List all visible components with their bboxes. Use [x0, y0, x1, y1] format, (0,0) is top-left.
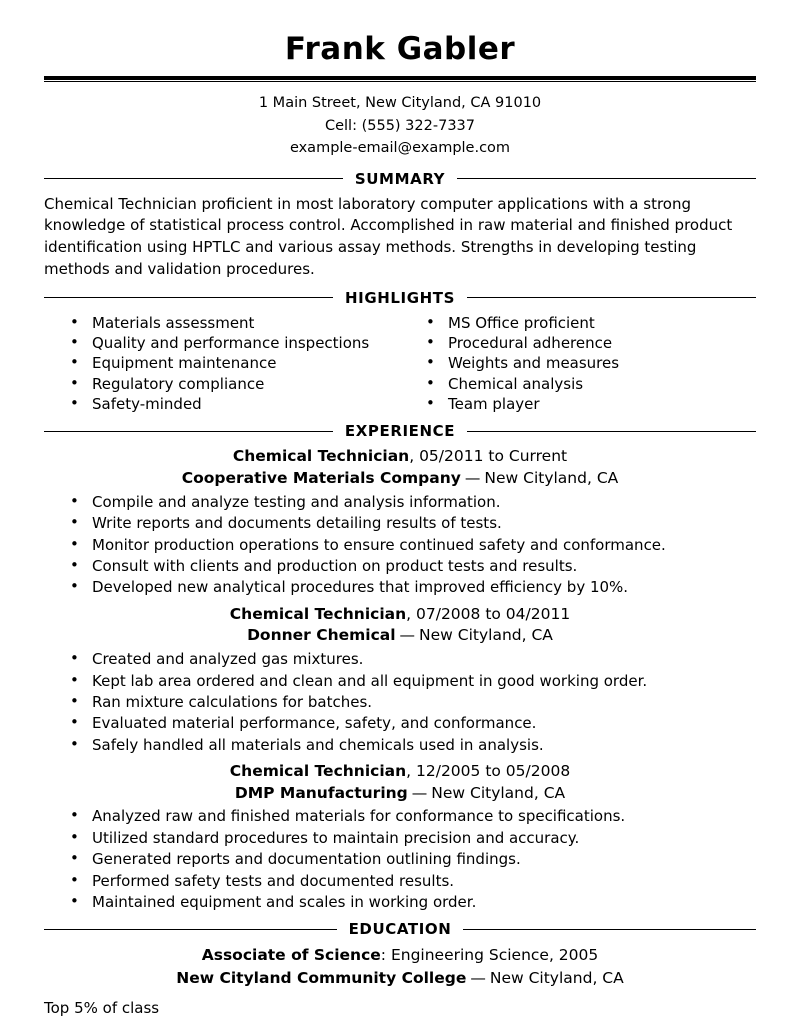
section-header-education [44, 920, 756, 938]
list-item: • Monitor production operations to ensure continued safety and conformance. [70, 535, 756, 555]
job-dates: , 07/2008 to 04/2011 [406, 604, 571, 623]
education-location: New Cityland, CA [489, 968, 624, 987]
job-bullets [44, 806, 756, 912]
job-title-line [44, 446, 756, 468]
list-item: • Generated reports and documentation outlining findings. [70, 849, 756, 869]
job-dates: , 05/2011 to Current [409, 447, 568, 466]
job-company-line [44, 468, 756, 490]
highlights-left-column [44, 313, 400, 415]
list-item: • Ran mixture calculations for batches. [70, 692, 756, 712]
section-title-experience: EXPERIENCE [344, 422, 456, 441]
list-item: • Chemical analysis [426, 374, 756, 394]
job-title: Chemical Technician [229, 762, 407, 781]
list-item: • Performed safety tests and documented results. [70, 871, 756, 891]
contact-address: 1 Main Street, New Cityland, CA 91010 [258, 95, 542, 112]
rule-right [467, 431, 756, 432]
list-item: • Quality and performance inspections [70, 333, 400, 353]
separator-dash: — [470, 968, 486, 987]
job-title-line [44, 604, 756, 626]
job-dates: , 12/2005 to 05/2008 [406, 762, 571, 781]
section-header-experience [44, 422, 756, 440]
list-item: • Consult with clients and production on product tests and results. [70, 556, 756, 576]
job-company: DMP Manufacturing [234, 783, 408, 802]
contact-block [44, 92, 756, 159]
rule-left [44, 178, 343, 179]
header-divider [44, 76, 756, 82]
list-item: • Regulatory compliance [70, 374, 400, 394]
section-title-education: EDUCATION [348, 920, 452, 939]
education-note: Top 5% of class [44, 999, 160, 1018]
list-item: • Materials assessment [70, 313, 400, 333]
job-location: New Cityland, CA [431, 783, 566, 802]
list-item: • MS Office proficient [426, 313, 756, 333]
rule-right [463, 929, 756, 930]
education-degree-detail: : Engineering Science, 2005 [380, 946, 599, 965]
summary-text: Chemical Technician proficient in most laboratory computer applications with a strong knowledge of statistical process control. Accomplished in raw material and finished product identification using HPTLC and various assay methods. Strengths in developing testing methods and validation procedures. [44, 194, 733, 278]
list-item: • Compile and analyze testing and analysis information. [70, 492, 756, 512]
list-item: • Team player [426, 394, 756, 414]
separator-dash: — [399, 626, 416, 645]
section-title-summary: SUMMARY [354, 169, 446, 188]
job-title-line [44, 761, 756, 783]
education-school: New Cityland Community College [176, 968, 467, 987]
job-bullets [44, 492, 756, 598]
job-title: Chemical Technician [229, 604, 407, 623]
list-item: • Kept lab area ordered and clean and all equipment in good working order. [70, 671, 756, 691]
list-item: • Maintained equipment and scales in working order. [70, 892, 756, 912]
job-location: New Cityland, CA [419, 626, 553, 645]
job-location: New Cityland, CA [484, 469, 619, 488]
rule-right [457, 178, 756, 179]
page-title: Frank Gabler [284, 31, 516, 67]
list-item: • Write reports and documents detailing results of tests. [70, 513, 756, 533]
experience-entry [44, 446, 756, 597]
rule-left [44, 297, 333, 298]
contact-phone: Cell: (555) 322-7337 [324, 117, 475, 134]
job-title: Chemical Technician [232, 447, 410, 466]
job-company-line [44, 625, 756, 647]
section-header-highlights [44, 289, 756, 307]
list-item: • Procedural adherence [426, 333, 756, 353]
rule-right [467, 297, 756, 298]
education-degree-line [44, 944, 756, 966]
list-item: • Utilized standard procedures to maintain precision and accuracy. [70, 828, 756, 848]
rule-left [44, 431, 333, 432]
separator-dash: — [411, 783, 428, 802]
list-item: • Analyzed raw and finished materials for conformance to specifications. [70, 806, 756, 826]
list-item: • Evaluated material performance, safety, and conformance. [70, 713, 756, 733]
highlights-columns [44, 313, 756, 415]
contact-email: example-email@example.com [289, 140, 511, 157]
list-item: • Created and analyzed gas mixtures. [70, 649, 756, 669]
job-company: Donner Chemical [247, 626, 396, 645]
list-item: • Safely handled all materials and chemicals used in analysis. [70, 735, 756, 755]
job-bullets [44, 649, 756, 755]
list-item: • Developed new analytical procedures that improved efficiency by 10%. [70, 577, 756, 597]
section-title-highlights: HIGHLIGHTS [344, 288, 456, 307]
job-company: Cooperative Materials Company [181, 469, 461, 488]
education-degree: Associate of Science [201, 946, 381, 965]
experience-entry [44, 761, 756, 912]
job-company-line [44, 783, 756, 805]
list-item: • Safety-minded [70, 394, 400, 414]
experience-entry [44, 604, 756, 755]
education-school-line [44, 967, 756, 989]
rule-left [44, 929, 337, 930]
list-item: • Weights and measures [426, 353, 756, 373]
highlights-right-column [400, 313, 756, 415]
list-item: • Equipment maintenance [70, 353, 400, 373]
section-header-summary [44, 170, 756, 188]
separator-dash: — [464, 469, 481, 488]
